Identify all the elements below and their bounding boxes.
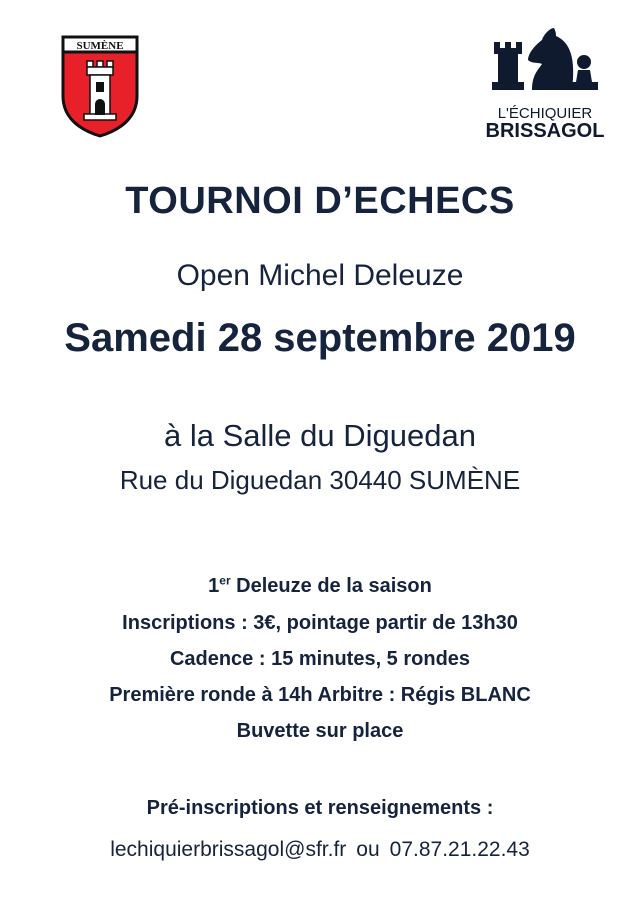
contact-phone[interactable]: 07.87.21.22.43	[389, 838, 530, 861]
info-first-rest: Deleuze de la saison	[230, 575, 432, 597]
info-registration: Inscriptions : 3€, pointage partir de 13h30	[122, 612, 518, 634]
chess-pieces-icon	[480, 20, 610, 145]
contact-or: ou	[356, 838, 380, 861]
club-logo-line2: BRISSAGOL	[485, 120, 605, 142]
contact-email[interactable]: lechiquierbrissagol@sfr.fr	[110, 838, 347, 861]
info-bar: Buvette sur place	[236, 720, 404, 742]
info-first-line	[0, 575, 640, 598]
event-date: Samedi 28 septembre 2019	[64, 316, 576, 360]
address: Rue du Diguedan 30440 SUMÈNE	[119, 465, 521, 495]
venue: à la Salle du Diguedan	[164, 418, 476, 453]
info-first-round: Première ronde à 14h Arbitre : Régis BLANC	[109, 684, 531, 706]
info-cadence: Cadence : 15 minutes, 5 rondes	[169, 648, 471, 670]
contact-title: Pré-inscriptions et renseignements :	[146, 797, 494, 819]
info-first-sup: er	[219, 573, 231, 588]
page-title: TOURNOI D’ECHECS	[125, 180, 515, 222]
event-subtitle: Open Michel Deleuze	[176, 259, 464, 292]
crest-label: SUMÈNE	[76, 40, 124, 52]
info-first-num: 1	[208, 575, 220, 597]
sumene-crest-icon	[60, 34, 140, 138]
contact-line	[0, 838, 640, 862]
club-logo-line1: L'ÉCHIQUIER	[497, 105, 593, 122]
